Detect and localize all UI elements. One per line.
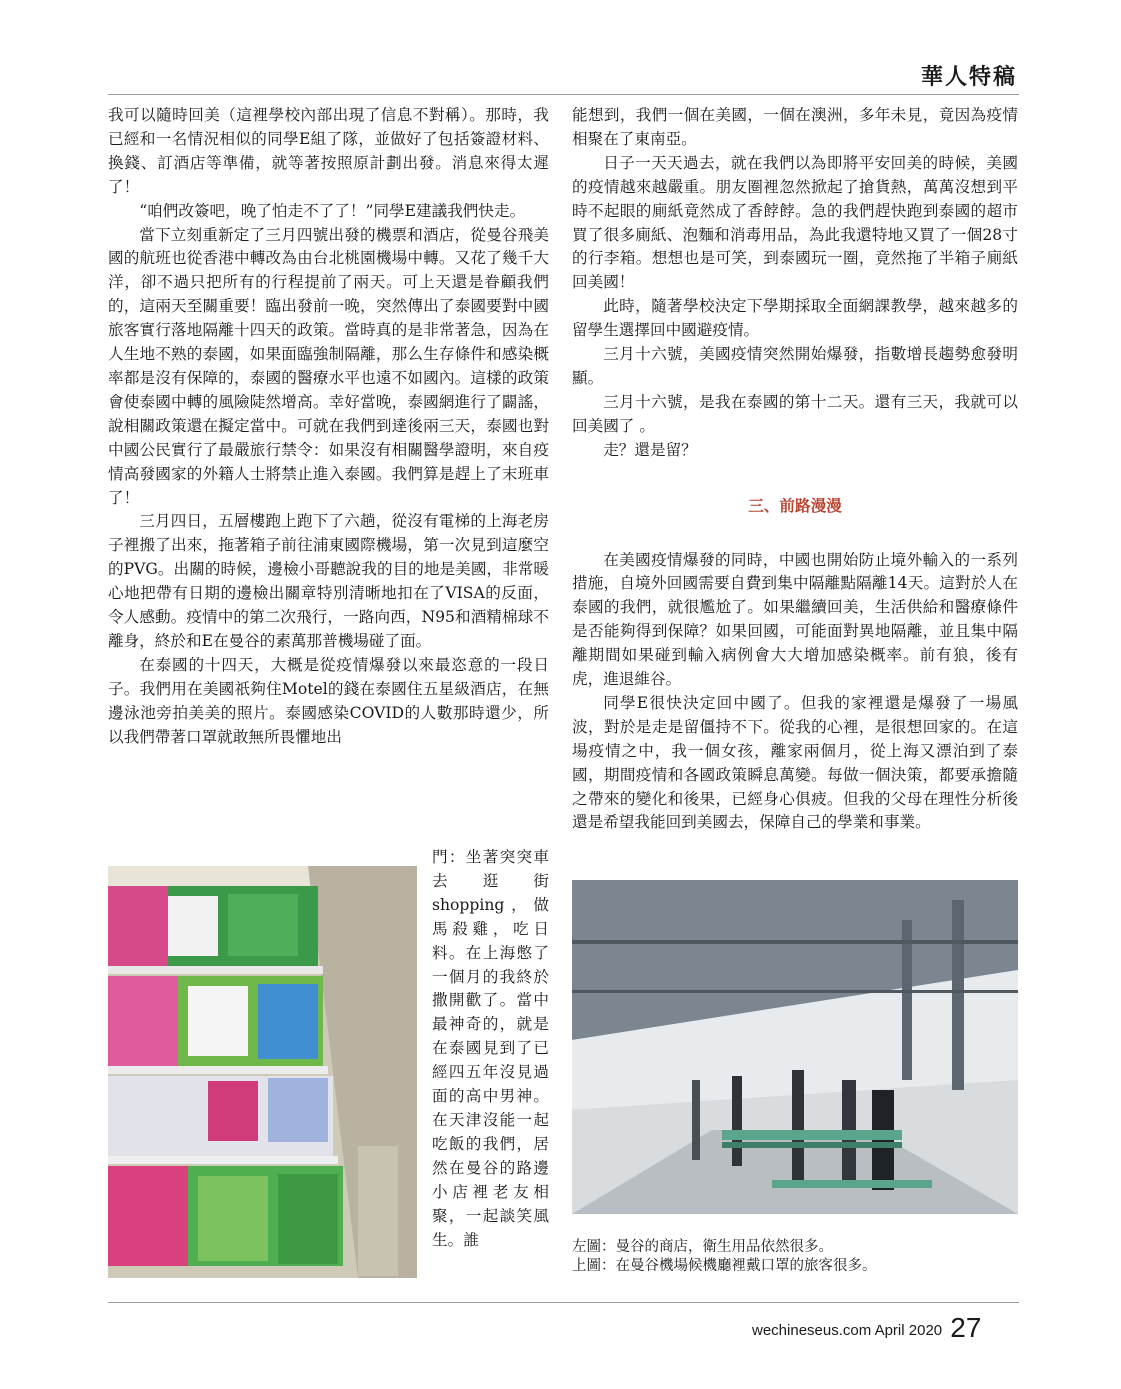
section-heading: 三、前路漫漫 (748, 495, 842, 515)
article-left-column (108, 104, 549, 749)
paragraph: 三月十六號，美國疫情突然開始爆發，指數增長趨勢愈發明顯。 (572, 345, 1018, 387)
caption-left-photo: 左圖：曼谷的商店，衛生用品依然很多。 (572, 1239, 833, 1255)
section-tag: 華人特稿 (920, 64, 1017, 90)
paragraph: 在泰國的十四天，大概是從疫情爆發以來最恣意的一段日子。我們用在美國祇夠住Motel的錢在泰國住五星級酒店，在無邊泳池旁拍美美的照片。泰國感染COVID的人數那時還少，所以我們帶著口罩就敢無所畏懼地出 (108, 655, 549, 746)
paragraph: 同學E很快決定回中國了。但我的家裡還是爆發了一場風波，對於是走是留僵持不下。從我的心裡，是很想回家的。在這場疫情之中，我一個女孩，離家兩個月，從上海又漂泊到了泰國，期間疫情和各國政策瞬息萬變。每做一個決策，都要承擔隨之帶來的變化和後果，已經身心俱疲。但我的父母在理性分析後還是希望我能回到美國去，保障自己的學業和事業。 (572, 693, 1018, 832)
paragraph: 三月十六號，是我在泰國的第十二天。還有三天，我就可以回美國了 。 (572, 392, 1018, 435)
paragraph: “咱們改簽吧，晚了怕走不了了！”同學E建議我們快走。 (139, 201, 526, 220)
photo-captions (572, 1238, 877, 1276)
airport-photo (572, 880, 1018, 1214)
paragraph: 日子一天天過去，就在我們以為即將平安回美的時候，美國的疫情越來越嚴重。朋友圈裡忽然掀起了搶貨熱，萬萬沒想到平時不起眼的廁紙竟然成了香餑餑。急的我們趕快跑到泰國的超市買了很多廁紙、泡麵和消毒用品，為此我還特地又買了一個28寸的行李箱。想想也是可笑，到泰國玩一圈，竟然拖了半箱子廁紙回美國！ (572, 153, 1018, 292)
paragraph: 當下立刻重新定了三月四號出發的機票和酒店，從曼谷飛美國的航班也從香港中轉改為由台北桃園機場中轉。又花了幾千大洋，卻不過只把所有的行程提前了兩天。可上天還是眷顧我們的，這兩天至關重要！臨出發前一晚，突然傳出了泰國要對中國旅客實行落地隔離十四天的政策。當時真的是非常著急，因為在人生地不熟的泰國，如果面臨強制隔離，那么生存條件和感染概率都是沒有保障的，泰國的醫療水平也遠不如國內。這樣的政策會使泰國中轉的風險陡然增高。幸好當晚，泰國網進行了闢謠，說相關政策還在擬定當中。可就在我們到達後兩三天，泰國也對中國公民實行了最嚴旅行禁令：如果沒有相關醫學證明，來自疫情高發國家的外籍人士將禁止進入泰國。我們算是趕上了末班車了！ (108, 225, 549, 507)
paragraph: 走？還是留？ (603, 440, 697, 459)
supermarket-photo (108, 866, 417, 1278)
header-rule (108, 94, 1019, 95)
supermarket-shelves-image (108, 866, 417, 1278)
footer-site: wechineseus.com (752, 1322, 872, 1339)
page-footer (752, 1312, 981, 1344)
paragraph: 我可以隨時回美（這裡學校內部出現了信息不對稱）。那時，我已經和一名情況相似的同學E組了隊，並做好了包括簽證材料、換錢、訂酒店等準備，就等著按照原計劃出發。消息來得太遲了！ (108, 106, 549, 196)
footer-rule (108, 1302, 1019, 1303)
paragraph: 在美國疫情爆發的同時，中國也開始防止境外輸入的一系列措施，自境外回國需要自費到集中隔離點隔離14天。這對於人在泰國的我們，就很尷尬了。如果繼續回美，生活供給和醫療條件是否能夠得到保障？如果回國，可能面對異地隔離，並且集中隔離期間如果碰到輸入病例會大大增加感染概率。前有狼，後有虎，進退維谷。 (572, 550, 1018, 689)
page-number: 27 (950, 1312, 982, 1343)
paragraph: 此時，隨著學校決定下學期採取全面網課教學，越來越多的留學生選擇回中國避疫情。 (572, 297, 1018, 340)
footer-date: April 2020 (874, 1322, 943, 1339)
article-right-column (572, 104, 1018, 835)
airport-terminal-image (572, 880, 1018, 1214)
article-wrap-text (432, 846, 549, 1252)
paragraph: 門：坐著突突車去逛街shopping，做馬殺雞，吃日料。在上海憋了一個月的我終於撒開歡了。當中最神奇的，就是在泰國見到了已經四五年沒見過面的高中男神。在天津沒能一起吃飯的我們，居然在曼谷的路邊小店裡老友相聚，一起談笑風生。誰 (432, 848, 549, 1249)
paragraph: 三月四日，五層樓跑上跑下了六趟，從沒有電梯的上海老房子裡搬了出來，拖著箱子前往浦東國際機場，第一次見到這麼空的PVG。出關的時候，邊檢小哥聽說我的目的地是美國，非常暖心地把帶有日期的邊檢出關章特別清晰地扣在了VISA的反面，令人感動。疫情中的第二次飛行，一路向西，N95和酒精棉球不離身，終於和E在曼谷的素萬那普機場碰了面。 (108, 512, 549, 650)
caption-top-photo: 上圖：在曼谷機場候機廳裡戴口罩的旅客很多。 (572, 1258, 877, 1274)
paragraph: 能想到，我們一個在美國，一個在澳洲，多年未見，竟因為疫情相聚在了東南亞。 (572, 106, 1018, 148)
